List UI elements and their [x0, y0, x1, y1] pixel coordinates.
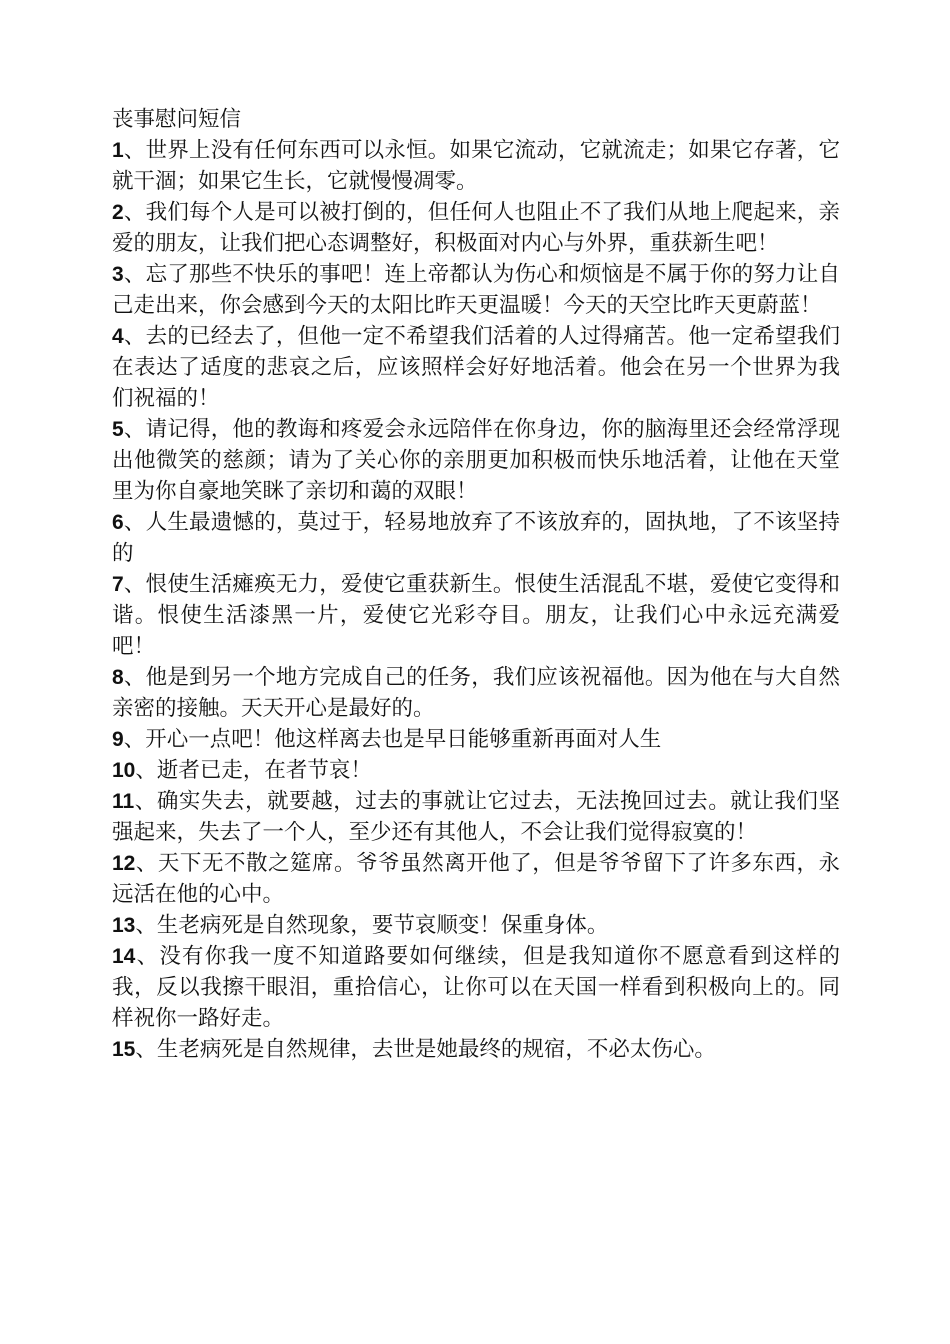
message-text: 他是到另一个地方完成自己的任务，我们应该祝福他。因为他在与大自然亲密的接触。天天开心是最好的。 [112, 665, 840, 721]
message-separator: 、 [135, 1037, 157, 1062]
document-page [112, 104, 840, 1065]
message-separator: 、 [123, 572, 146, 597]
message-number: 6 [112, 511, 124, 534]
message-item [112, 724, 840, 755]
message-number: 8 [112, 666, 124, 689]
message-text: 没有你我一度不知道路要如何继续，但是我知道你不愿意看到这样的我，反以我擦干眼泪，重拾信心，让你可以在天国一样看到积极向上的。同样祝你一路好走。 [112, 944, 840, 1031]
message-text: 忘了那些不快乐的事吧！连上帝都认为伤心和烦恼是不属于你的努力让自己走出来，你会感到今天的太阳比昨天更温暖！今天的天空比昨天更蔚蓝！ [112, 262, 840, 318]
message-text: 人生最遗憾的，莫过于，轻易地放弃了不该放弃的，固执地，了不该坚持的 [112, 510, 840, 566]
message-separator: 、 [135, 851, 158, 876]
message-number: 14 [112, 945, 136, 968]
message-text: 天下无不散之筵席。爷爷虽然离开他了，但是爷爷留下了许多东西，永远活在他的心中。 [112, 851, 840, 907]
message-separator: 、 [123, 262, 146, 287]
message-separator: 、 [135, 913, 157, 938]
message-text: 请记得，他的教诲和疼爱会永远陪伴在你身边，你的脑海里还会经常浮现出他微笑的慈颜；请为了关心你的亲朋更加积极而快乐地活着，让他在天堂里为你自豪地笑眯了亲切和蔼的双眼！ [112, 417, 840, 504]
message-number: 2 [112, 201, 124, 224]
message-text: 世界上没有任何东西可以永恒。如果它流动，它就流走；如果它存著，它就干涸；如果它生长，它就慢慢凋零。 [112, 138, 840, 194]
message-text: 确实失去，就要越，过去的事就让它过去，无法挽回过去。就让我们坚强起来，失去了一个人，至少还有其他人，不会让我们觉得寂寞的！ [112, 789, 840, 845]
message-separator: 、 [123, 510, 146, 535]
message-number: 12 [112, 852, 136, 875]
message-number: 3 [112, 263, 124, 286]
document-title: 丧事慰问短信 [112, 107, 242, 132]
message-number: 9 [112, 728, 124, 751]
message-separator: 、 [123, 417, 146, 442]
message-separator: 、 [123, 665, 146, 690]
message-separator: 、 [123, 138, 146, 163]
message-item [112, 1034, 840, 1065]
message-text: 开心一点吧！他这样离去也是早日能够重新再面对人生 [145, 727, 662, 752]
message-number: 11 [112, 790, 135, 813]
message-item [112, 755, 840, 786]
message-item [112, 135, 840, 197]
message-item [112, 910, 840, 941]
message-text: 恨使生活瘫痪无力，爱使它重获新生。恨使生活混乱不堪，爱使它变得和谐。恨使生活漆黑一片，爱使它光彩夺目。朋友，让我们心中永远充满爱吧！ [112, 572, 840, 659]
message-item [112, 197, 840, 259]
message-text: 生老病死是自然规律，去世是她最终的规宿，不必太伤心。 [156, 1037, 716, 1062]
message-number: 5 [112, 418, 124, 441]
message-separator: 、 [123, 200, 146, 225]
message-item [112, 507, 840, 569]
message-text: 去的已经去了，但他一定不希望我们活着的人过得痛苦。他一定希望我们在表达了适度的悲哀之后，应该照样会好好地活着。他会在另一个世界为我们祝福的！ [112, 324, 840, 411]
message-item [112, 662, 840, 724]
message-item [112, 414, 840, 507]
message-separator: 、 [134, 789, 157, 814]
message-list [112, 135, 840, 1065]
message-number: 1 [112, 139, 124, 162]
message-item [112, 259, 840, 321]
message-number: 7 [112, 573, 124, 596]
message-separator: 、 [123, 727, 146, 752]
message-item [112, 848, 840, 910]
message-separator: 、 [123, 324, 146, 349]
message-number: 4 [112, 325, 124, 348]
message-separator: 、 [135, 944, 160, 969]
message-number: 15 [112, 1038, 136, 1061]
message-number: 10 [112, 759, 136, 782]
message-item [112, 786, 840, 848]
message-text: 我们每个人是可以被打倒的，但任何人也阻止不了我们从地上爬起来，亲爱的朋友，让我们把心态调整好，积极面对内心与外界，重获新生吧！ [112, 200, 840, 256]
message-item [112, 321, 840, 414]
message-text: 逝者已走，在者节哀！ [156, 758, 372, 783]
message-separator: 、 [135, 758, 157, 783]
message-item [112, 941, 840, 1034]
message-number: 13 [112, 914, 136, 937]
message-text: 生老病死是自然现象，要节哀顺变！保重身体。 [156, 913, 609, 938]
message-item [112, 569, 840, 662]
